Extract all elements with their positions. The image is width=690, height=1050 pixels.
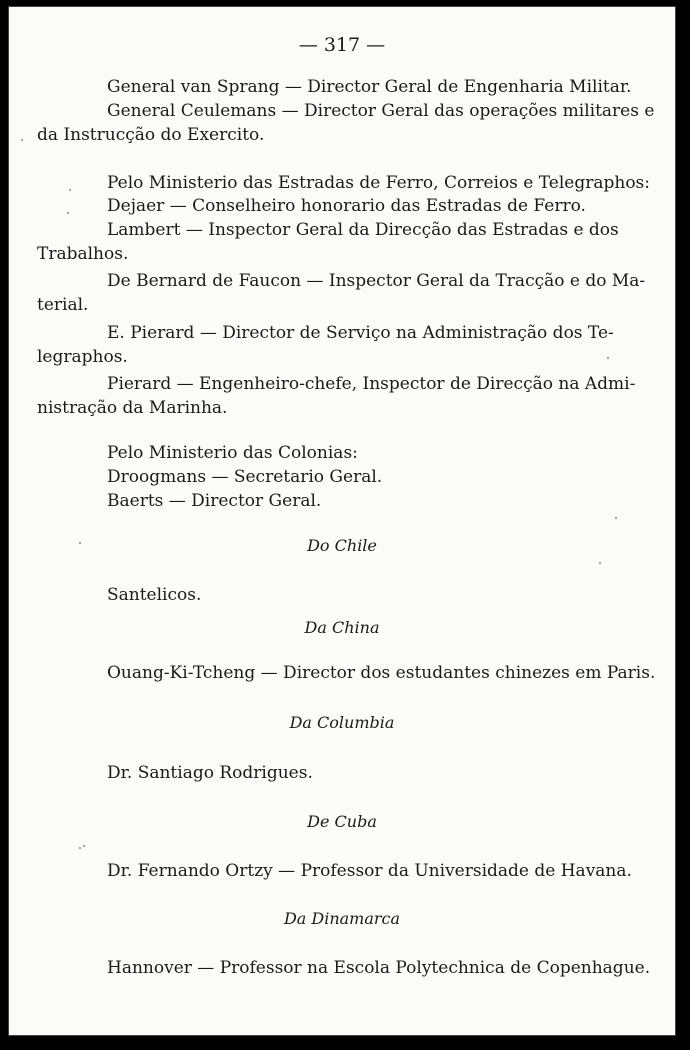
page-number: — 317 — bbox=[298, 34, 386, 56]
entry-pierard-cont: nistração da Marinha. bbox=[37, 398, 228, 418]
heading-china: Da China bbox=[304, 618, 380, 637]
entry-pierard: Pierard — Engenheiro-chefe, Inspector de Direcção na Admi- bbox=[107, 374, 636, 394]
entry-ouang-ki-tcheng: Ouang-Ki-Tcheng — Director dos estudantes chinezes em Paris. bbox=[107, 663, 656, 683]
entry-e-pierard: E. Pierard — Director de Serviço na Administração dos Te- bbox=[107, 323, 614, 343]
document-page bbox=[8, 6, 676, 1036]
entry-van-sprang: General van Sprang — Director Geral de Engenharia Militar. bbox=[107, 77, 632, 97]
entry-fernando-ortzy: Dr. Fernando Ortzy — Professor da Universidade de Havana. bbox=[107, 861, 632, 881]
entry-ceulemans-cont: da Instrucção do Exercito. bbox=[37, 125, 265, 145]
entry-de-bernard-cont: terial. bbox=[37, 295, 89, 315]
ministry-railways-heading: Pelo Ministerio das Estradas de Ferro, Correios e Telegraphos: bbox=[107, 173, 651, 193]
heading-chile: Do Chile bbox=[307, 536, 377, 555]
ministry-colonies-heading: Pelo Ministerio das Colonias: bbox=[107, 443, 358, 463]
entry-ceulemans: General Ceulemans — Director Geral das operações militares e bbox=[107, 101, 655, 121]
scan-speck bbox=[615, 517, 617, 519]
scan-speck bbox=[79, 847, 81, 849]
scan-speck bbox=[21, 139, 23, 141]
entry-dejaer: Dejaer — Conselheiro honorario das Estradas de Ferro. bbox=[107, 196, 586, 216]
entry-baerts: Baerts — Director Geral. bbox=[107, 491, 322, 511]
entry-de-bernard: De Bernard de Faucon — Inspector Geral da Tracção e do Ma- bbox=[107, 271, 646, 291]
entry-hannover: Hannover — Professor na Escola Polytechnica de Copenhague. bbox=[107, 958, 651, 978]
heading-cuba: De Cuba bbox=[307, 812, 377, 831]
heading-columbia: Da Columbia bbox=[289, 713, 395, 732]
entry-e-pierard-cont: legraphos. bbox=[37, 347, 128, 367]
scan-speck bbox=[607, 357, 609, 359]
entry-santelicos: Santelicos. bbox=[107, 585, 202, 605]
heading-dinamarca: Da Dinamarca bbox=[283, 909, 401, 928]
entry-santiago-rodrigues: Dr. Santiago Rodrigues. bbox=[107, 763, 313, 783]
scan-speck bbox=[67, 212, 69, 214]
scan-speck bbox=[83, 845, 85, 847]
entry-droogmans: Droogmans — Secretario Geral. bbox=[107, 467, 383, 487]
entry-lambert-cont: Trabalhos. bbox=[37, 244, 129, 264]
scan-speck bbox=[599, 562, 601, 564]
scan-speck bbox=[79, 542, 81, 544]
entry-lambert: Lambert — Inspector Geral da Direcção das Estradas e dos bbox=[107, 220, 619, 240]
scan-speck bbox=[69, 189, 71, 191]
